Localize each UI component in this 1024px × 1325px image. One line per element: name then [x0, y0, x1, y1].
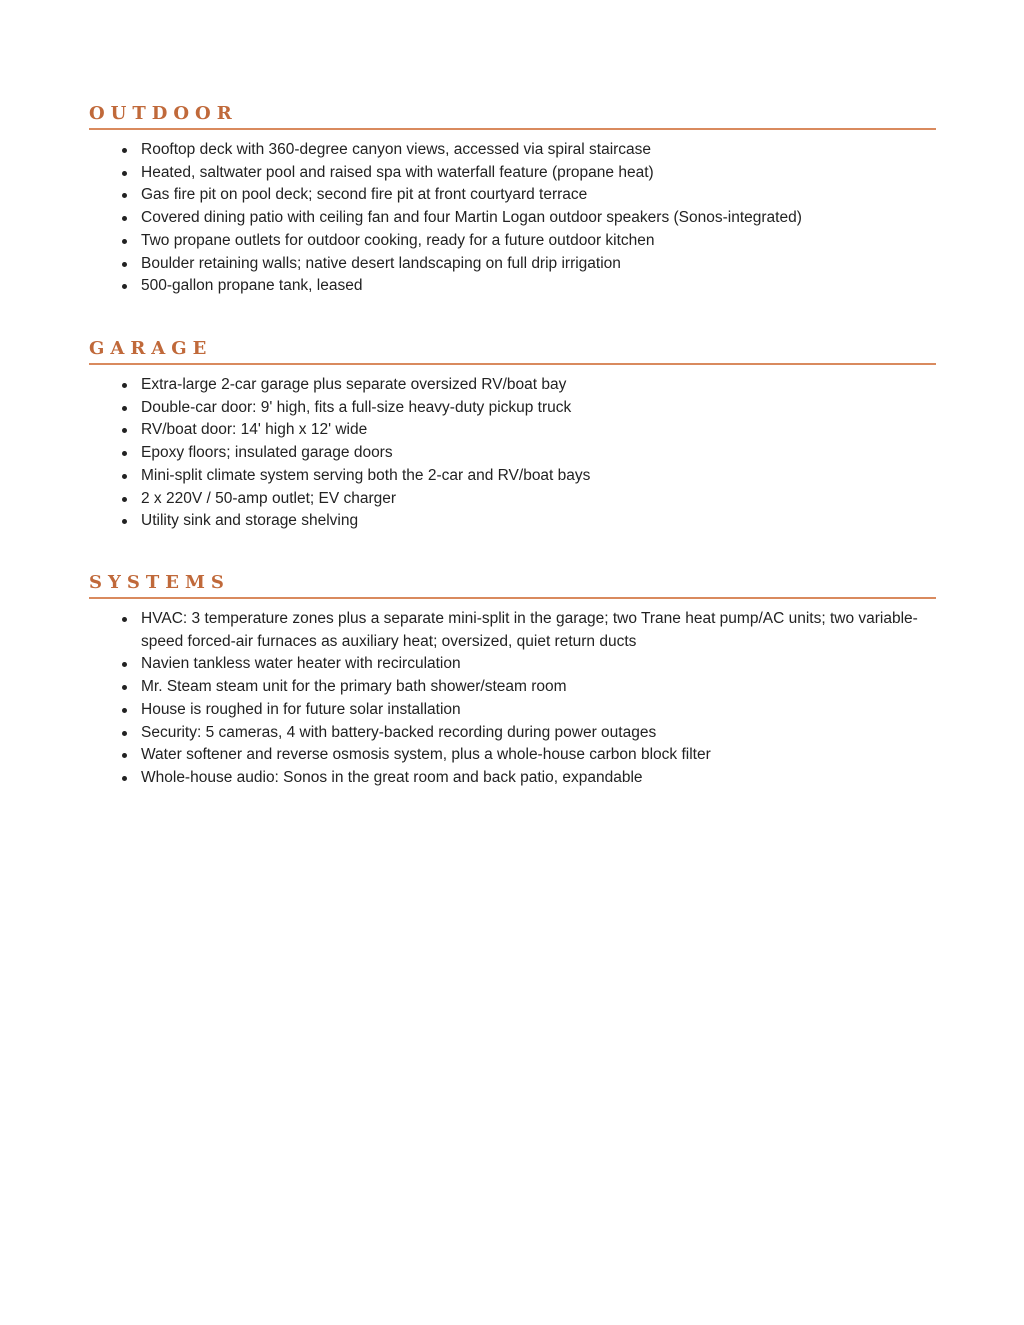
list-item: [89, 275, 941, 298]
list-item-text: Mini-split climate system serving both the 2-car and RV/boat bays: [141, 466, 591, 484]
list-item-text: Mr. Steam steam unit for the primary bath shower/steam room: [141, 678, 567, 696]
list-item: [89, 230, 941, 253]
bullet-icon: [122, 148, 127, 153]
list-item-text: Boulder retaining walls; native desert landscaping on full drip irrigation: [141, 254, 621, 272]
bullet-icon: [122, 193, 127, 198]
bullet-icon: [122, 451, 127, 456]
bullet-icon: [122, 239, 127, 244]
section-divider: [89, 363, 936, 365]
list-item-text: Double-car door: 9' high, fits a full-size heavy-duty pickup truck: [141, 398, 572, 416]
list-item-text: 500-gallon propane tank, leased: [141, 277, 363, 295]
section-systems: [89, 571, 936, 790]
bullet-icon: [122, 474, 127, 479]
bullet-icon: [122, 406, 127, 411]
list-item-text: Two propane outlets for outdoor cooking, ready for a future outdoor kitchen: [141, 231, 655, 249]
list-item: [89, 676, 941, 699]
list-item-text: Covered dining patio with ceiling fan and four Martin Logan outdoor speakers (Sonos-integrated): [141, 209, 802, 227]
list-item: [89, 465, 941, 488]
bullet-icon: [122, 685, 127, 690]
list-item: [89, 442, 941, 465]
section-divider: [89, 128, 936, 130]
list-item: [89, 767, 941, 790]
list-item: [89, 207, 941, 230]
section-title-systems: SYSTEMS: [89, 572, 230, 593]
list-item-text: House is roughed in for future solar installation: [141, 700, 461, 718]
bullet-icon: [122, 731, 127, 736]
garage-list: [89, 374, 936, 533]
bullet-icon: [122, 284, 127, 289]
list-item: [89, 653, 941, 676]
systems-list: [89, 608, 936, 790]
bullet-icon: [122, 708, 127, 713]
list-item-text: Extra-large 2-car garage plus separate oversized RV/boat bay: [141, 376, 567, 393]
list-item: [89, 608, 941, 653]
list-item: [89, 510, 941, 533]
outdoor-list: [89, 139, 936, 298]
section-outdoor: [89, 102, 936, 298]
list-item-text: Gas fire pit on pool deck; second fire pit at front courtyard terrace: [141, 186, 588, 204]
bullet-icon: [122, 171, 127, 176]
list-item: [89, 253, 941, 276]
list-item: [89, 184, 941, 207]
list-item-text: Heated, saltwater pool and raised spa with waterfall feature (propane heat): [141, 163, 654, 181]
list-item: [89, 162, 941, 185]
list-item: [89, 397, 941, 420]
bullet-icon: [122, 262, 127, 267]
list-item-text: HVAC: 3 temperature zones plus a separate mini-split in the garage; two Trane heat pump/AC units; two variable-speed forced-air furnaces as auxiliary heat; oversized, quiet return ducts: [141, 610, 918, 650]
list-item: [89, 419, 941, 442]
list-item-text: RV/boat door: 14' high x 12' wide: [141, 421, 368, 439]
list-item: [89, 488, 941, 511]
bullet-icon: [122, 662, 127, 667]
list-item-text: Security: 5 cameras, 4 with battery-backed recording during power outages: [141, 723, 657, 741]
bullet-icon: [122, 776, 127, 781]
bullet-icon: [122, 383, 127, 388]
list-item-text: Water softener and reverse osmosis system, plus a whole-house carbon block filter: [141, 746, 711, 764]
list-item-text: 2 x 220V / 50-amp outlet; EV charger: [141, 489, 397, 507]
section-title-garage: GARAGE: [89, 338, 213, 359]
list-item-text: Whole-house audio: Sonos in the great room and back patio, expandable: [141, 768, 643, 786]
list-item-text: Epoxy floors; insulated garage doors: [141, 444, 393, 462]
list-item: [89, 139, 941, 162]
bullet-icon: [122, 753, 127, 758]
section-garage: [89, 337, 936, 533]
list-item-text: Navien tankless water heater with recirculation: [141, 655, 461, 673]
bullet-icon: [122, 428, 127, 433]
bullet-icon: [122, 216, 127, 221]
list-item: [89, 744, 941, 767]
bullet-icon: [122, 519, 127, 524]
list-item: [89, 374, 941, 397]
bullet-icon: [122, 617, 127, 622]
list-item-text: Utility sink and storage shelving: [141, 512, 359, 530]
section-title-outdoor: OUTDOOR: [89, 103, 238, 124]
bullet-icon: [122, 497, 127, 502]
list-item: [89, 699, 941, 722]
section-divider: [89, 597, 936, 599]
list-item-text: Rooftop deck with 360-degree canyon views, accessed via spiral staircase: [141, 141, 652, 158]
list-item: [89, 722, 941, 745]
